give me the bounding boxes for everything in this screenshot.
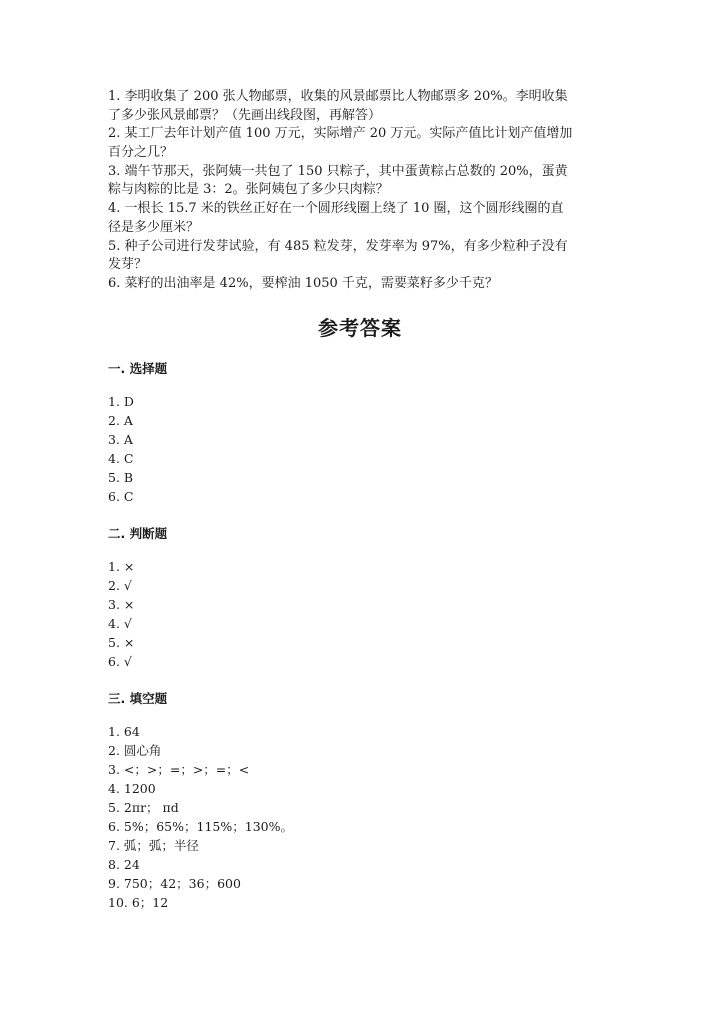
answer-item: 2. A [108, 413, 133, 428]
answer-item: 4. 1200 [108, 781, 156, 796]
problem-1-line-2: 了多少张风景邮票？（先画出线段图，再解答） [108, 107, 382, 123]
answer-item: 5. 2πr； πd [108, 800, 179, 815]
answer-item: 4. C [108, 451, 134, 466]
section-heading-judge: 二. 判断题 [108, 526, 168, 541]
problem-5-line-2: 发芽？ [108, 257, 148, 273]
problem-2-line-1: 2. 某工厂去年计划产值 100 万元，实际增产 20 万元。实际产值比计划产值增加 [108, 126, 573, 142]
answer-item: 2. 圆心角 [108, 743, 162, 758]
problem-2-line-2: 百分之几？ [108, 145, 174, 161]
answer-item: 9. 750；42；36；600 [108, 876, 241, 891]
answers-judge [108, 557, 134, 671]
answer-item: 1. D [108, 394, 134, 409]
answer-item: 8. 24 [108, 857, 140, 872]
answer-item: 3. × [108, 597, 135, 612]
answer-item: 5. B [108, 470, 134, 485]
answer-item: 5. × [108, 635, 135, 650]
word-problems [108, 88, 608, 294]
answer-item: 6. 5%；65%；115%；130%。 [108, 819, 293, 834]
problem-6-line-1: 6. 菜籽的出油率是 42%，要榨油 1050 千克，需要菜籽多少千克？ [108, 275, 498, 291]
answer-item: 6. C [108, 489, 134, 504]
answer-item: 3. <；>；=；>；=；< [108, 762, 250, 777]
answer-title: 参考答案 [318, 316, 402, 340]
answer-item: 1. × [108, 559, 135, 574]
answer-item: 1. 64 [108, 724, 140, 739]
problem-4-line-1: 4. 一根长 15.7 米的铁丝正好在一个圆形线圈上绕了 10 圈，这个圆形线圈的直 [108, 201, 564, 217]
problem-1-line-1: 1. 李明收集了 200 张人物邮票，收集的风景邮票比人物邮票多 20%。李明收集 [108, 89, 568, 104]
answer-item: 7. 弧；弧；半径 [108, 838, 199, 853]
answer-item: 6. √ [108, 654, 132, 669]
problem-4-line-2: 径是多少厘米？ [108, 219, 200, 235]
answer-item: 3. A [108, 432, 133, 447]
section-heading-fill: 三. 填空题 [108, 691, 168, 706]
answers-fill [108, 722, 293, 912]
answer-item: 2. √ [108, 578, 132, 593]
answers-choice [108, 392, 134, 506]
answer-item: 10. 6；12 [108, 895, 169, 910]
problem-3-line-2: 粽与肉粽的比是 3：2。张阿姨包了多少只肉粽？ [108, 182, 389, 198]
section-heading-choice: 一. 选择题 [108, 361, 168, 376]
problem-5-line-1: 5. 种子公司进行发芽试验，有 485 粒发芽，发芽率为 97%，有多少粒种子没有 [108, 238, 568, 254]
answer-item: 4. √ [108, 616, 132, 631]
problem-3-line-1: 3. 端午节那天，张阿姨一共包了 150 只粽子，其中蛋黄粽占总数的 20%，蛋黄 [108, 163, 568, 179]
